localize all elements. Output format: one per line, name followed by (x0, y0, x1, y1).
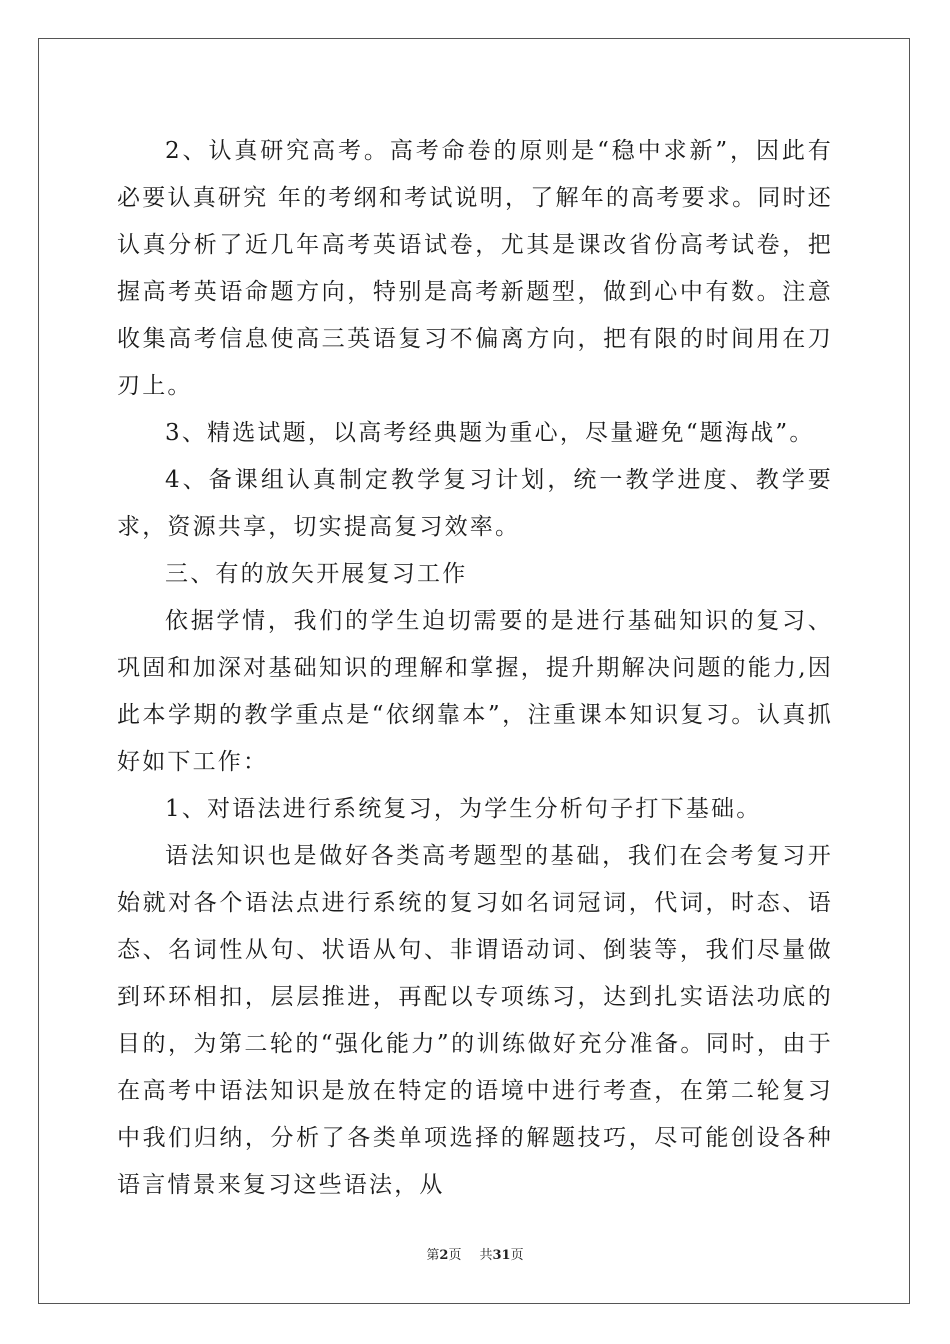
paragraph-grammar-review: 1、对语法进行系统复习，为学生分析句子打下基础。 (165, 796, 762, 822)
section-heading: 三、有的放矢开展复习工作 (165, 561, 468, 587)
paragraph-select-questions: 3、精选试题，以高考经典题为重心，尽量避免“题海战”。 (165, 420, 815, 446)
total-suffix: 页 (510, 1248, 524, 1263)
total-prefix: 共 (479, 1248, 493, 1263)
paragraph-grammar-knowledge: 语法知识也是做好各类高考题型的基础，我们在会考复习开始就对各个语法点进行系统的复习如名词冠词，代词，时态、语态、名词性从句、状语从句、非谓语动词、倒装等，我们尽量做到环环相扣，层层推进，再配以专项练习，达到扎实语法功底的目的，为第二轮的“强化能力”的训练做好充分准备。同时，由于在高考中语法知识是放在特定的语境中进行考查，在第二轮复习中我们归纳，分析了各类单项选择的解题技巧，尽可能创设各种语言情景来复习这些语法，从 (117, 843, 833, 1198)
current-page-number: 2 (439, 1248, 449, 1263)
document-body (117, 128, 833, 1209)
page-prefix: 第 (426, 1248, 440, 1263)
paragraph-lesson-plan: 4、备课组认真制定教学复习计划，统一教学进度、教学要求，资源共享，切实提高复习效率。 (117, 467, 833, 540)
paragraph-learning-situation: 依据学情，我们的学生迫切需要的是进行基础知识的复习、巩固和加深对基础知识的理解和掌握，提升期解决问题的能力,因此本学期的教学重点是“依纲靠本”，注重课本知识复习。认真抓好如下工作： (117, 608, 833, 775)
page-footer (0, 1244, 950, 1263)
total-page-number: 31 (492, 1248, 511, 1263)
paragraph-study-exam: 2、认真研究高考。高考命卷的原则是“稳中求新”，因此有必要认真研究 年的考纲和考试说明，了解年的高考要求。同时还认真分析了近几年高考英语试卷，尤其是课改省份高考试卷，把握高考英语命题方向，特别是高考新题型，做到心中有数。注意收集高考信息使高三英语复习不偏离方向，把有限的时间用在刀刃上。 (117, 138, 833, 399)
page-suffix: 页 (448, 1248, 462, 1263)
